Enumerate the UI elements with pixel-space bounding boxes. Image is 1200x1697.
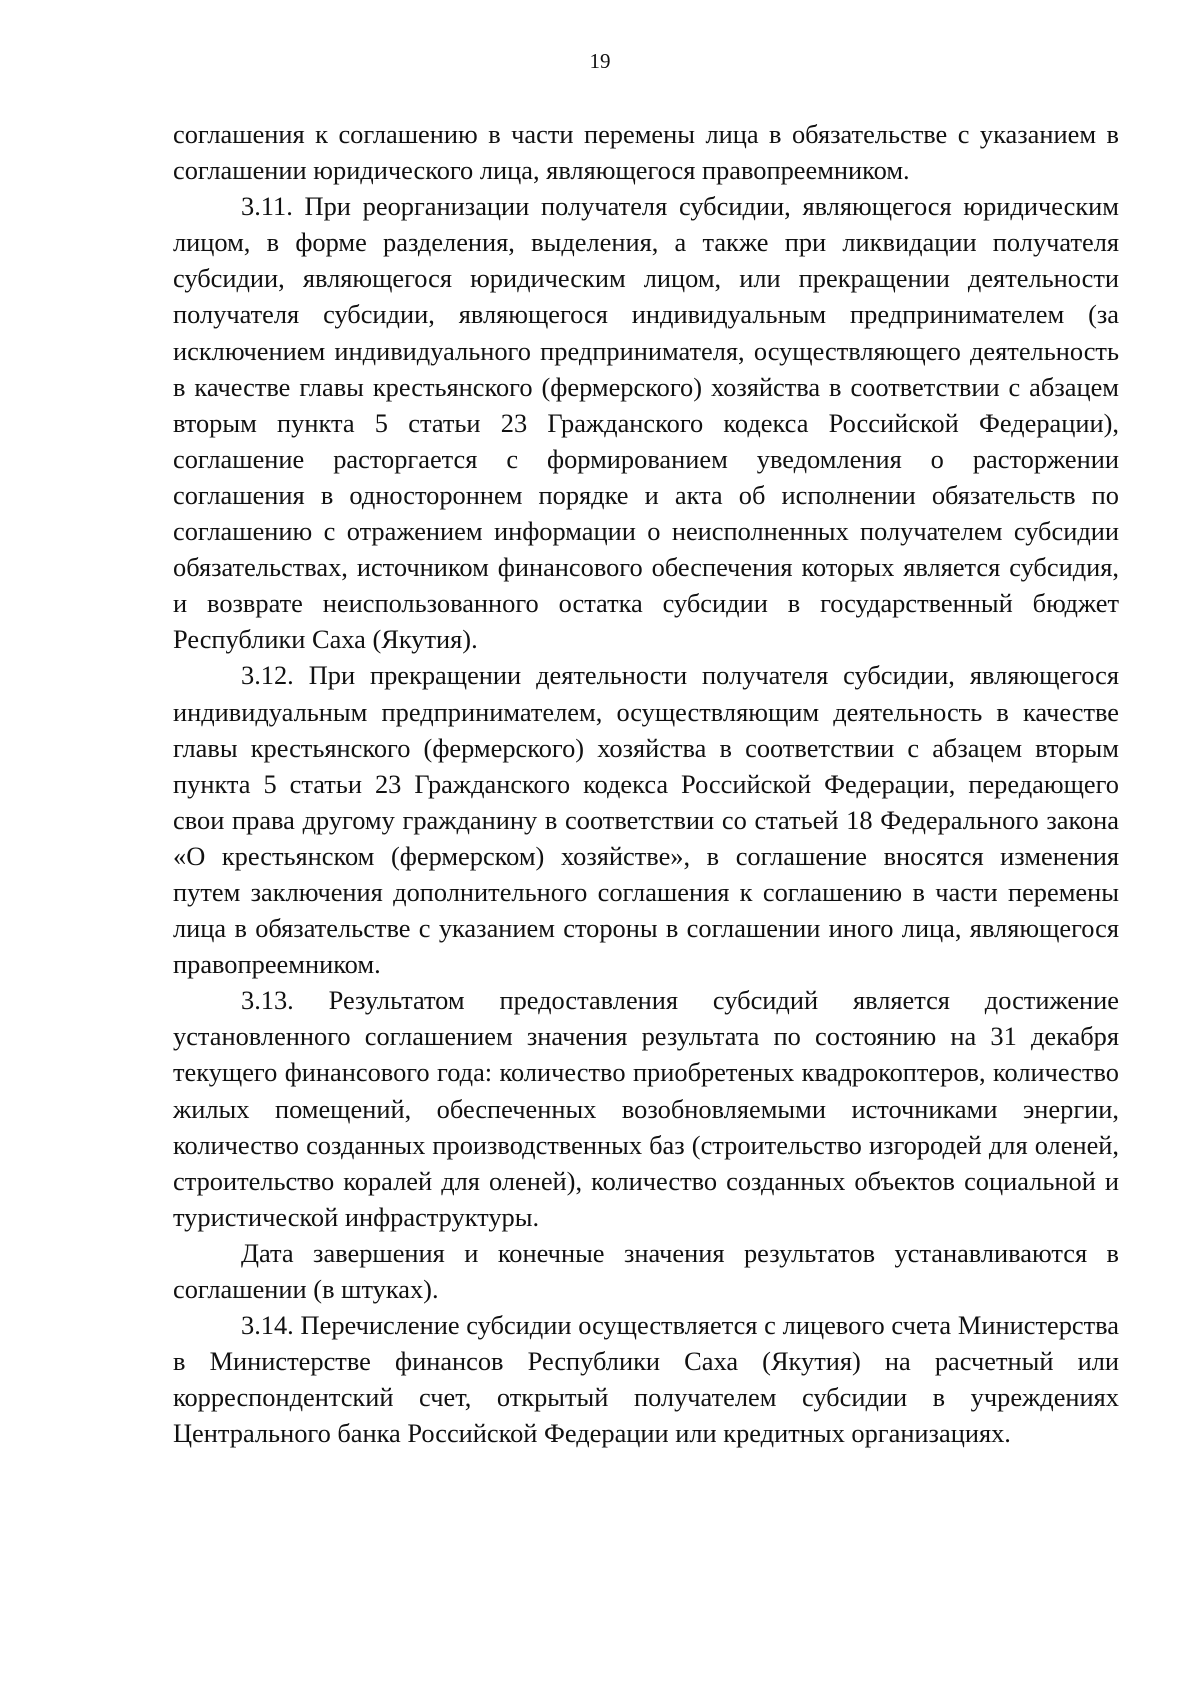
page-number: 19 bbox=[589, 49, 611, 73]
paragraph-3-12: 3.12. При прекращении деятельности получателя субсидии, являющегося индивидуальным предпринимателем, осуществляющим деятельность в качестве главы крестьянского (фермерского) хозяйства в соответствии с абзацем вторым пункта 5 статьи 23 Гражданского кодекса Российской Федерации, передающего свои права другому гражданину в соответствии со статьей 18 Федерального закона «О крестьянском (фермерском) хозяйстве», в соглашение вносятся изменения путем заключения дополнительного соглашения к соглашению в части перемены лица в обязательстве с указанием стороны в соглашении иного лица, являющегося правопреемником. bbox=[173, 660, 1119, 980]
paragraph-3-14: 3.14. Перечисление субсидии осуществляется с лицевого счета Министерства в Министерстве финансов Республики Саха (Якутия) на расчетный или корреспондентский счет, открытый получателем субсидии в учреждениях Центрального банка Российской Федерации или кредитных организациях. bbox=[173, 1310, 1119, 1449]
paragraph-3-13-dates: Дата завершения и конечные значения результатов устанавливаются в соглашении (в штуках). bbox=[173, 1237, 1119, 1304]
paragraph-3-11: 3.11. При реорганизации получателя субсидии, являющегося юридическим лицом, в форме разделения, выделения, а также при ликвидации получателя субсидии, являющегося юридическим лицом, или прекращении деятельности получателя субсидии, являющегося индивидуальным предпринимателем (за исключением индивидуального предпринимателя, осуществляющего деятельность в качестве главы крестьянского (фермерского) хозяйства в соответствии с абзацем вторым пункта 5 статьи 23 Гражданского кодекса Российской Федерации), соглашение расторгается с формированием уведомления о расторжении соглашения в одностороннем порядке и акта об исполнении обязательств по соглашению с отражением информации о неисполненных получателем субсидии обязательствах, источником финансового обеспечения которых является субсидия, и возврате неиспользованного остатка субсидии в государственный бюджет Республики Саха (Якутия). bbox=[173, 191, 1119, 655]
document-body bbox=[173, 116, 1119, 1451]
paragraph-3-13: 3.13. Результатом предоставления субсидий является достижение установленного соглашением значения результата по состоянию на 31 декабря текущего финансового года: количество приобретеных квадрокоптеров, количество жилых помещений, обеспеченных возобновляемыми источниками энергии, количество созданных производственных баз (строительство изгородей для оленей, строительство коралей для оленей), количество созданных объектов социальной и туристической инфраструктуры. bbox=[173, 985, 1119, 1232]
paragraph-continuation: соглашения к соглашению в части перемены лица в обязательстве с указанием в соглашении юридического лица, являющегося правопреемником. bbox=[173, 119, 1119, 186]
